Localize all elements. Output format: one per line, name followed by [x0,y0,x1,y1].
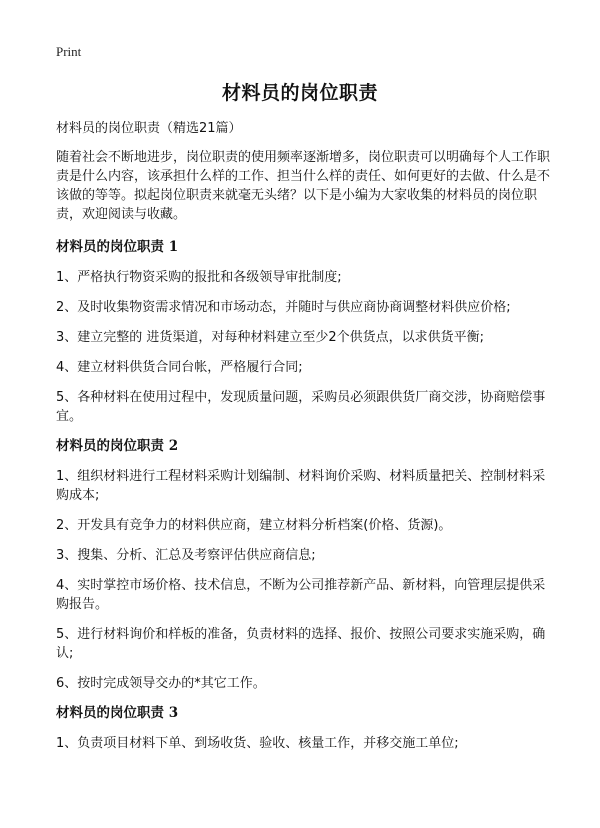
list-item: 2、及时收集物资需求情况和市场动态，并随时与供应商协商调整材料供应价格; [56,300,511,315]
list-item: 6、按时完成领导交办的*其它工作。 [56,676,266,691]
document-body [56,120,552,764]
section-2 [56,437,552,693]
list-item: 1、严格执行物资采购的报批和各级领导审批制度; [56,270,342,285]
list-item: 5、进行材料询价和样板的准备，负责材料的选择、报价、按照公司要求实施采购，确认; [56,627,546,661]
page-title: 材料员的岗位职责 [221,82,378,104]
list-item: 3、建立完整的 进货渠道，对每种材料建立至少2个供货点，以求供货平衡; [56,330,485,345]
list-item: 4、实时掌控市场价格、技术信息，不断为公司推荐新产品、新材料，向管理层提供采购报告。 [56,578,546,612]
list-item: 3、搜集、分析、汇总及考察评估供应商信息; [56,548,316,563]
print-link[interactable]: Print [56,44,82,59]
section-heading: 材料员的岗位职责 1 [56,239,179,255]
section-heading: 材料员的岗位职责 3 [56,705,179,721]
intro-paragraph: 随着社会不断地进步，岗位职责的使用频率逐渐增多，岗位职责可以明确每个人工作职责是什么内容，该承担什么样的工作、担当什么样的责任、如何更好的去做、什么是不该做的等等。拟起岗位职责来就毫无头绪？以下是小编为大家收集的材料员的岗位职责，欢迎阅读与收藏。 [56,150,551,222]
list-item: 4、建立材料供货合同台帐，严格履行合同; [56,360,303,375]
list-item: 1、负责项目材料下单、到场收货、验收、核量工作，并移交施工单位; [56,736,459,751]
section-3 [56,704,552,753]
list-item: 5、各种材料在使用过程中，发现质量问题，采购员必须跟供货厂商交涉，协商赔偿事宜。 [56,390,546,424]
section-heading: 材料员的岗位职责 2 [56,438,179,454]
list-item: 1、组织材料进行工程材料采购计划编制、材料询价采购、材料质量把关、控制材料采购成本; [56,469,546,503]
list-item: 2、开发具有竞争力的材料供应商，建立材料分析档案(价格、货源)。 [56,518,452,533]
section-1 [56,238,552,426]
document-subtitle: 材料员的岗位职责（精选21篇） [56,121,242,136]
